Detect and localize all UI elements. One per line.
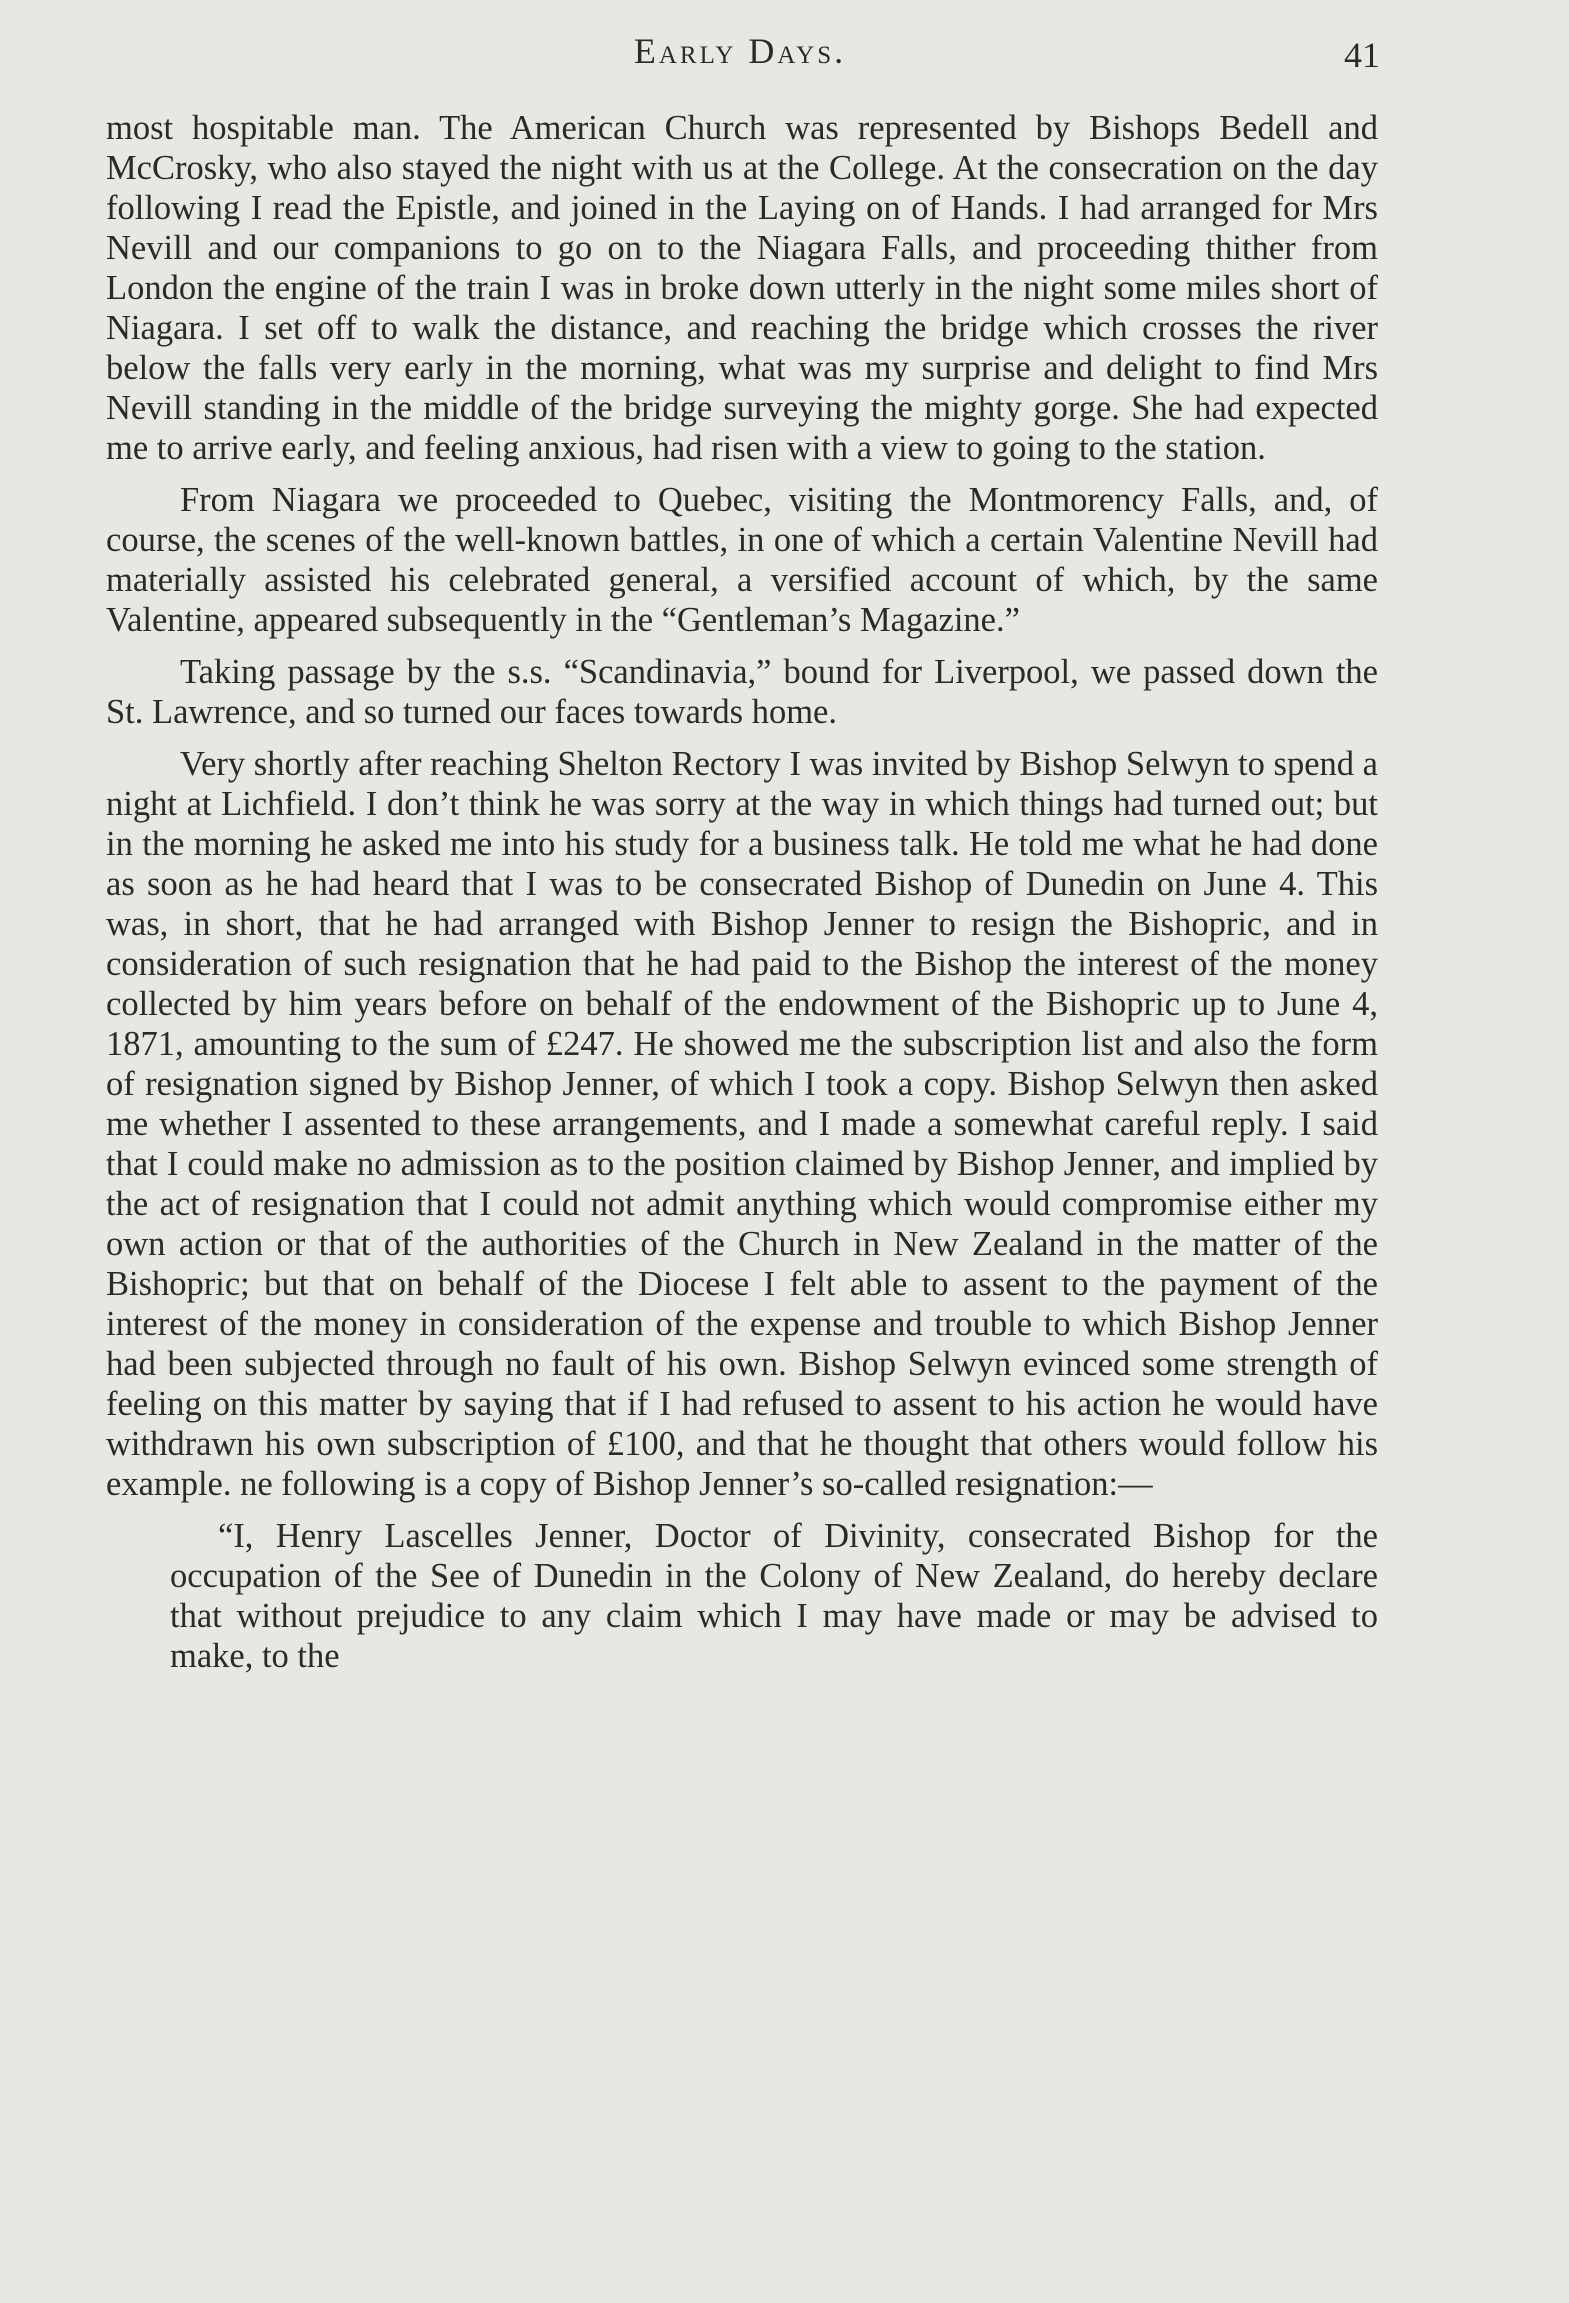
body-text bbox=[106, 108, 1378, 1676]
paragraph-4: Very shortly after reaching Shelton Rectory I was invited by Bishop Selwyn to spend a night at Lichfield. I don’t think he was sorry at the way in which things had turned out; but in the morning he asked me into his study for a business talk. He told me what he had done as soon as he had heard that I was to be consecrated Bishop of Dunedin on June 4. This was, in short, that he had arranged with Bishop Jenner to resign the Bishopric, and in consideration of such resignation that he had paid to the Bishop the interest of the money collected by him years before on behalf of the endowment of the Bishopric up to June 4, 1871, amounting to the sum of £247. He showed me the subscription list and also the form of resignation signed by Bishop Jenner, of which I took a copy. Bishop Selwyn then asked me whether I assented to these arrangements, and I made a somewhat careful reply. I said that I could make no admission as to the position claimed by Bishop Jenner, and implied by the act of resignation that I could not admit anything which would compromise either my own action or that of the authorities of the Church in New Zealand in the matter of the Bishopric; but that on behalf of the Diocese I felt able to assent to the payment of the interest of the money in consideration of the expense and trouble to which Bishop Jenner had been subjected through no fault of his own. Bishop Selwyn evinced some strength of feeling on this matter by saying that if I had refused to assent to his action he would have withdrawn his own subscription of £100, and that he thought that others would follow his example. ne following is a copy of Bishop Jenner’s so-called resignation:— bbox=[106, 745, 1378, 1503]
paragraph-3: Taking passage by the s.s. “Scandinavia,” bound for Liverpool, we passed down the St. Lawrence, and so turned our faces towards home. bbox=[106, 653, 1378, 731]
paragraph-2: From Niagara we proceeded to Quebec, visiting the Montmorency Falls, and, of course, the scenes of the well-known battles, in one of which a certain Valentine Nevill had materially assisted his celebrated general, a versified account of which, by the same Valentine, appeared subsequently in the “Gentleman’s Magazine.” bbox=[106, 481, 1378, 639]
resignation-quote: “I, Henry Lascelles Jenner, Doctor of Divinity, consecrated Bishop for the occupation of the See of Dunedin in the Colony of New Zealand, do hereby declare that without prejudice to any claim which I may have made or may be advised to make, to the bbox=[170, 1517, 1378, 1675]
paragraph-1: most hospitable man. The American Church was represented by Bishops Bedell and McCrosky, who also stayed the night with us at the College. At the consecration on the day following I read the Epistle, and joined in the Laying on of Hands. I had arranged for Mrs Nevill and our companions to go on to the Niagara Falls, and proceeding thither from London the engine of the train I was in broke down utterly in the night some miles short of Niagara. I set off to walk the distance, and reaching the bridge which crosses the river below the falls very early in the morning, what was my surprise and delight to find Mrs Nevill standing in the middle of the bridge surveying the mighty gorge. She had expected me to arrive early, and feeling anxious, had risen with a view to going to the station. bbox=[106, 109, 1378, 467]
running-head bbox=[100, 30, 1380, 80]
running-title: Early Days. bbox=[633, 31, 847, 71]
page-number: 41 bbox=[1344, 35, 1380, 75]
